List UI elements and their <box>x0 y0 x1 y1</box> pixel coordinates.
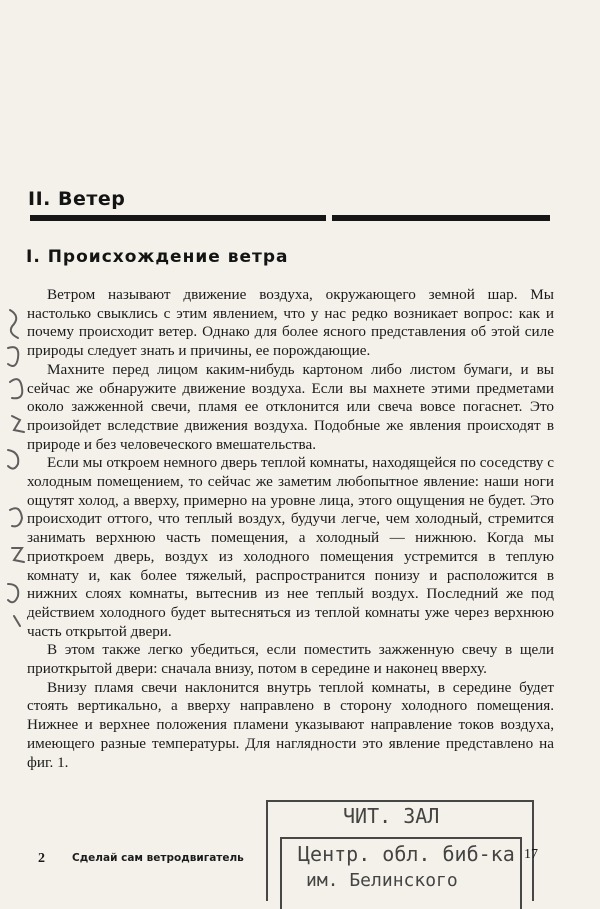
paragraph-3: Если мы откроем немного дверь теплой комнаты, находящейся по соседству с холодным помещением, то сейчас же заметим любопытное явление: наши ноги ощутят холод, а вверху, примерно на уровне лица, этого ощущения не будет. Это происходит оттого, что теплый воздух, будучи легче, чем холодный, стремится занимать верхнюю часть помещения, а холодный — нижнюю. Когда мы приоткроем дверь, воздух из холодного помещения устремится в теплую комнату и, как более тяжелый, распространится понизу и расположится в нижних слоях комнаты, вытеснив из нее теплый воздух. Последний же под действием холодного будет вытесняться из теплой комнаты уже через верхнюю часть открытой двери. <box>27 454 554 640</box>
stamp-line-1: ЧИТ. ЗАЛ <box>343 804 440 828</box>
section-title: I. Происхождение ветра <box>26 247 289 267</box>
stamp-line-3: им. Белинского <box>306 870 458 891</box>
paragraph-4: В этом также легко убедиться, если поместить зажженную свечу в щели приоткрытой двери: сначала внизу, потом в середине и наконец вверху. <box>27 641 554 678</box>
paragraph-1: Ветром называют движение воздуха, окружающего земной шар. Мы настолько свыклись с этим явлением, что у нас редко возникает вопрос: как и почему происходит ветер. Однако для более ясного представления об этой силе природы следует знать и причины, ее порождающие. <box>27 286 554 360</box>
stamp-line-2: Центр. обл. биб-ка <box>298 842 515 866</box>
body-text <box>27 286 554 772</box>
title-rule-left <box>30 215 326 221</box>
title-rule-right <box>332 215 550 221</box>
page-number-right: 17 <box>524 847 538 862</box>
paragraph-5: Внизу пламя свечи наклонится внутрь теплой комнаты, в середине будет стоять вертикально, а вверху направлено в сторону холодного помещения. Нижнее и верхнее положения пламени указывают направление токов воздуха, имеющего разные температуры. Для наглядности это явление представлено на фиг. 1. <box>27 678 554 771</box>
page-footer <box>0 847 600 871</box>
page-number-left: 2 <box>38 851 45 866</box>
chapter-title: II. Ветер <box>28 188 126 210</box>
margin-handwriting <box>2 300 32 630</box>
paragraph-2: Махните перед лицом каким-нибудь картоном либо листом бумаги, и вы сейчас же обнаружите движение воздуха. Если вы махнете этими предметами около зажженной свечи, пламя ее отклонится или свеча вовсе погаснет. Это произойдет вследствие движения воздуха. Подобные же явления происходят в природе и без человеческого вмешательства. <box>27 360 554 453</box>
running-head: Сделай сам ветродвигатель <box>72 852 244 864</box>
